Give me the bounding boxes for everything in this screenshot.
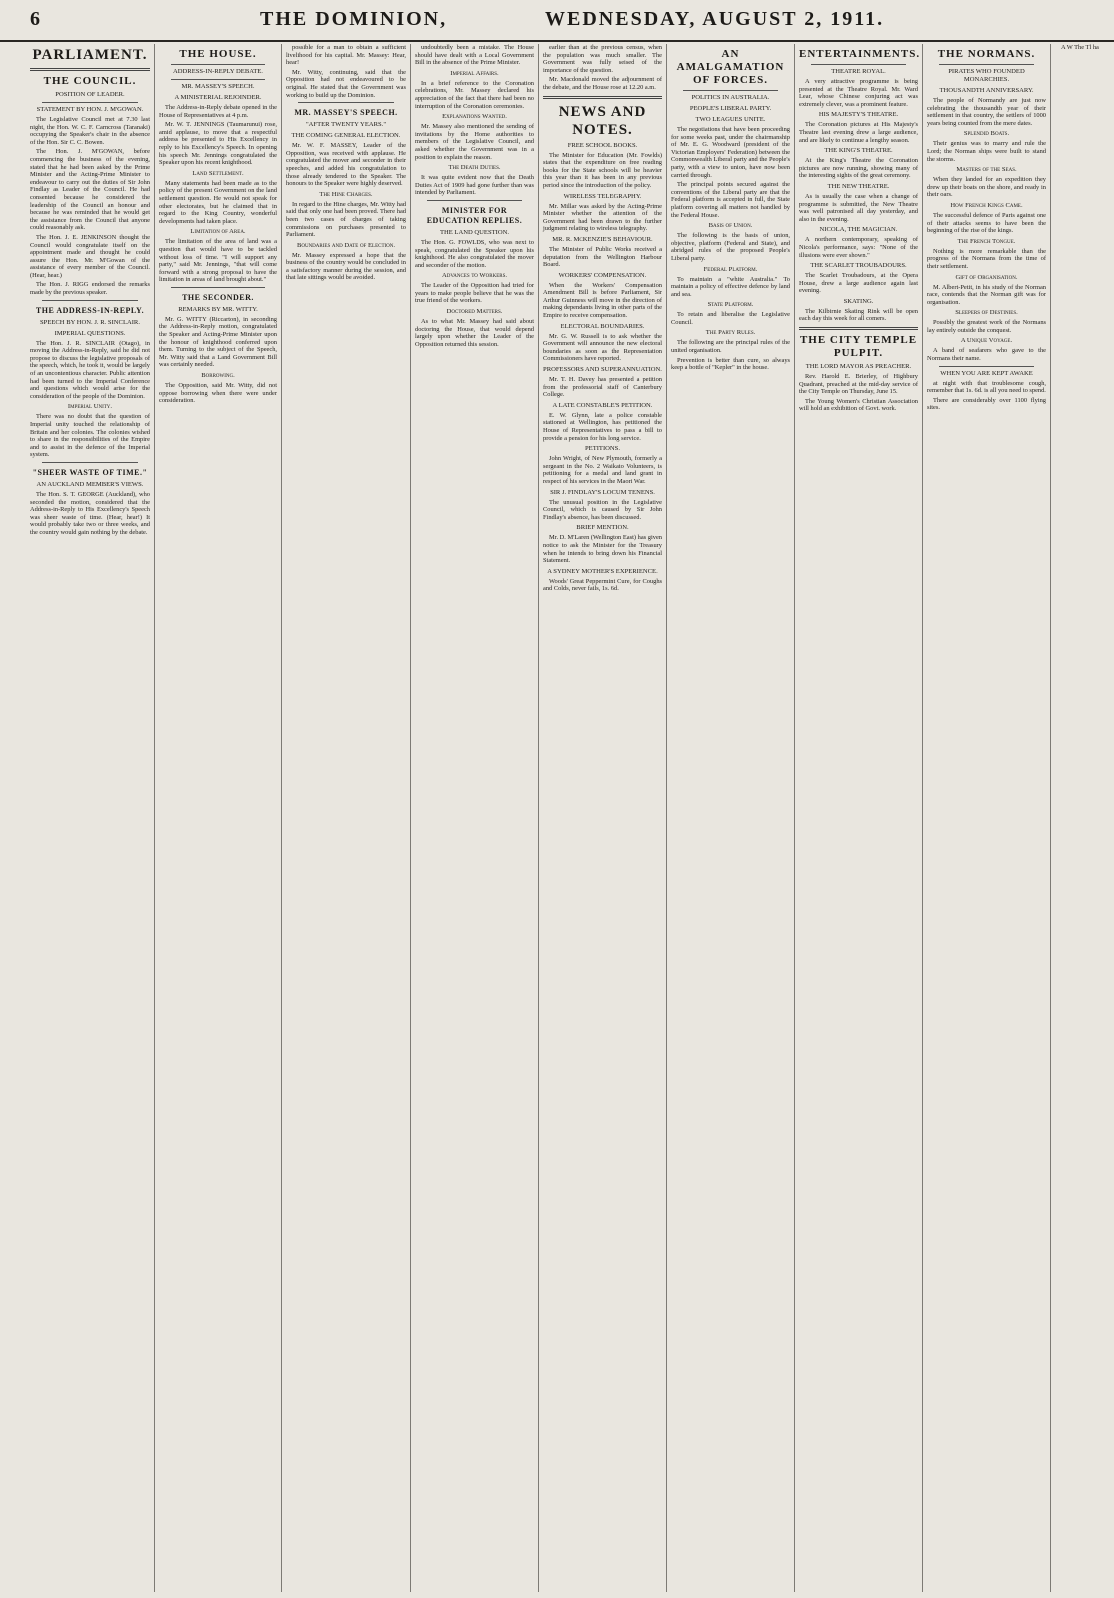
paragraph: The Hon. G. FOWLDS, who was next to speak, congratulated the Speaker upon his knighthood. He also congratulated the mover and seconder of the motion.	[415, 238, 534, 269]
paragraph: The Coronation pictures at His Majesty's Theatre last evening drew a large audience, and are likely to continue a lengthy season.	[799, 121, 918, 144]
paragraph: The Leader of the Opposition had tried for years to make people believe that he was the true friend of the workers.	[415, 282, 534, 305]
subhead: Doctored Matters.	[446, 308, 503, 316]
subhead: Explanations Wanted.	[442, 113, 507, 121]
paragraph: The principal points secured against the conventions of the Liberal party are that the Federal platform is accepted in full, the State platform covering all matters not handled by the Federal House.	[671, 181, 790, 219]
subhead: MR. MASSEY'S SPEECH.	[181, 83, 255, 90]
subhead: Boundaries and Date of Election.	[296, 241, 396, 249]
paragraph: The Young Women's Christian Association will hold an exhibition of Govt. work.	[799, 397, 918, 413]
section-heading: MR. MASSEY'S SPEECH.	[294, 108, 398, 118]
headline-amalgamation: AN AMALGAMATION OF FORCES.	[676, 48, 785, 86]
column-3	[281, 44, 410, 1592]
paragraph: undoubtedly been a mistake. The House should have dealt with a Local Government Bill in the absence of the Prime Minister.	[415, 44, 534, 67]
subhead: Federal Platform.	[703, 265, 758, 273]
subhead: Splendid Boats.	[963, 130, 1010, 138]
subhead: THE COMING GENERAL ELECTION.	[291, 132, 401, 140]
subhead: The Death Duties.	[448, 164, 501, 172]
paragraph: The Kilbirnie Skating Rink will be open each day this week for all comers.	[799, 307, 918, 323]
subhead: SIR J. FINDLAY'S LOCUM TENENS.	[550, 488, 655, 496]
paragraph: The Minister for Education (Mr. Fowlds) states that the expenditure on free reading books for the State schools will be heavier this year than it has been in any previous period since the introduction of the policy.	[543, 151, 662, 189]
paragraph: The negotiations that have been proceeding for some weeks past, under the chairmanship of Mr. E. G. Woodward (president of the Victorian Employers' Federation) between the Commonwealth Liberal party and the People's party, with a view to union, have now been carried through.	[671, 126, 790, 179]
subhead: WHEN YOU ARE KEPT AWAKE	[940, 369, 1033, 377]
subhead: A SYDNEY MOTHER'S EXPERIENCE.	[547, 567, 658, 575]
subhead: BRIEF MENTION.	[576, 524, 629, 532]
subhead: STATEMENT BY HON. J. M'GOWAN.	[36, 106, 144, 113]
column-8	[922, 44, 1050, 1592]
divider	[171, 64, 265, 65]
paragraph: At the King's Theatre the Coronation pictures are now running, showing many of the interesting sights of the great ceremony.	[799, 157, 918, 180]
subhead: THE LAND QUESTION.	[439, 228, 510, 236]
section-heading: MINISTER FOR EDUCATION REPLIES.	[426, 205, 523, 225]
subhead: SPEECH BY HON. J. R. SINCLAIR.	[40, 318, 140, 326]
headline-entertainments: ENTERTAINMENTS.	[799, 48, 921, 60]
divider	[42, 462, 138, 463]
subhead: The French Tongue.	[957, 237, 1016, 245]
paragraph: A northern contemporary, speaking of Nicola's performance, says: "None of the illusions were ever shown."	[799, 236, 918, 259]
paragraph: Mr. D. M'Laren (Wellington East) has given notice to ask the Minister for the Treasury when he intends to bring down his Financial Statement.	[543, 534, 662, 565]
column-7	[794, 44, 922, 1592]
paragraph: The following is the basis of union, objective, platform (Federal and State), and abridged rules of the proposed People's Liberal party.	[671, 232, 790, 262]
subhead: Borrowing.	[201, 372, 235, 380]
column-9	[1050, 44, 1114, 1592]
paragraph: Mr. W. T. JENNINGS (Taumarunui) rose, amid applause, to move that a respectful address be presented to His Excellency in reply to his Excellency's Speech. In opening his speech Mr. Jennings congratulated the Speaker upon his recent knighthood.	[159, 121, 277, 167]
paragraph: The successful defence of Paris against one of their attacks seems to have been the beginning of the rise of the kings.	[927, 211, 1046, 235]
paragraph: The Hon. J. R. SINCLAIR (Otago), in moving the Address-in-Reply, said he did not propose to discuss the legislative proposals of the speech, which, he took it, would be largely of an uncontentious character. Public attention had been turned to the Imperial Conference and questions which would arise for the consideration of the people of the Dominion.	[30, 339, 150, 400]
subhead: Advances to Workers.	[441, 272, 508, 280]
subhead: A Unique Voyage.	[960, 337, 1013, 345]
paragraph: Prevention is better than cure, so always keep a bottle of "Kepler" in the house.	[671, 356, 790, 372]
paragraph: The people of Normandy are just now celebrating the thousandth year of their settlement in that country, the settlers of 1000 years being counted from the mere dates.	[927, 97, 1046, 127]
paragraph: The Hon. J. M'GOWAN, before commencing the business of the evening, stated that he had been asked by the Prime Minister and the Acting-Prime Minister to endeavour to carry out the duties of Sir John Findlay as Leader of the Council. He had consented because he considered the leadership of the Council an honour and because he was reminded that he would get the assistance from the Council that anyone could reasonably ask.	[30, 148, 150, 232]
page-number: 6	[30, 8, 40, 30]
column-1	[26, 44, 154, 1592]
subhead: NICOLA, THE MAGICIAN.	[819, 226, 898, 234]
divider	[543, 96, 662, 99]
paragraph: Mr. Massey also mentioned the sending of invitations by the Home authorities to members of the Legislative Council, and asked whether the Government was in a position to explain the reason.	[415, 123, 534, 161]
paragraph: To maintain a "white Australia." To maintain a policy of effective defence by land and sea.	[671, 275, 790, 298]
subhead: POLITICS IN AUSTRALIA.	[691, 94, 770, 101]
subhead: REMARKS BY MR. WITTY.	[178, 305, 258, 313]
section-council: THE COUNCIL.	[43, 75, 137, 87]
subhead: State Platform.	[707, 301, 754, 309]
column-6	[666, 44, 794, 1592]
subhead: POSITION OF LEADER.	[55, 91, 125, 98]
paragraph: To retain and liberalise the Legislative Council.	[671, 311, 790, 326]
divider	[42, 300, 138, 301]
column-2	[154, 44, 281, 1592]
subhead: The Hine Charges.	[319, 190, 373, 198]
subhead: WIRELESS TELEGRAPHY.	[563, 192, 642, 200]
paragraph: The Hon. J. RIGG endorsed the remarks made by the previous speaker.	[30, 281, 150, 297]
section-house: THE HOUSE.	[179, 48, 257, 60]
subhead: THE NEW THEATRE.	[827, 182, 890, 190]
divider	[42, 102, 138, 103]
section-heading: THE ADDRESS-IN-REPLY.	[35, 305, 145, 315]
subhead: ELECTORAL BOUNDARIES.	[560, 322, 645, 330]
paragraph: Mr. G. WITTY (Riccarton), in seconding the Address-in-Reply motion, congratulated the Speaker and Acting-Prime Minister upon the honour of knighthood conferred upon them. Turning to the subject of the Speech, Mr. Witty said that a Land Government Bill was certainly needed.	[159, 315, 277, 369]
subhead: Imperial Affairs.	[450, 69, 499, 77]
paragraph: The limitation of the area of land was a question that would have to be tackled without loss of time. "I will support any party," said Mr. Jennings, "that will come forward with a strong proposal to have the limitation in areas of land brought about."	[159, 238, 277, 284]
paragraph: Mr. W. F. MASSEY, Leader of the Opposition, was received with applause. He congratulated the mover and seconder in their speeches, and added his congratulation to those already tendered to the Speaker. The honours to the Speaker were highly deserved.	[286, 142, 406, 188]
section-heading: THE SECONDER.	[182, 292, 254, 302]
subhead: Imperial Unity.	[67, 403, 113, 411]
paragraph: Mr. G. W. Russell is to ask whether the Government will announce the new electoral boundaries as soon as the Representation Commissioners have reported.	[543, 332, 662, 363]
subhead: SKATING.	[843, 297, 874, 305]
date-line: WEDNESDAY, AUGUST 2, 1911.	[545, 8, 885, 30]
divider	[298, 102, 394, 103]
subhead: A MINISTERIAL REJOINDER.	[174, 94, 262, 101]
paragraph: at night with that troublesome cough, remember that 1s. 6d. is all you need to spend.	[927, 379, 1046, 395]
divider	[171, 79, 265, 80]
paragraph: As is usually the case when a change of programme is submitted, the New Theatre was well patronised all day yesterday, and also in the evening.	[799, 192, 918, 223]
subhead: PETITIONS.	[585, 445, 620, 453]
paragraph: There was no doubt that the question of Imperial unity touched the relationship of Britain and her colonies. The colonies wished to share in the responsibilities of the Empire and to assist in the defence of the Imperial system.	[30, 413, 150, 459]
paragraph: The Minister of Public Works received a deputation from the Wellington Harbour Board.	[543, 245, 662, 269]
headline-news-notes: NEWS AND NOTES.	[558, 103, 647, 138]
subhead: THOUSANDTH ANNIVERSARY.	[939, 87, 1034, 94]
section-heading: "SHEER WASTE OF TIME."	[32, 467, 148, 477]
column-5	[538, 44, 666, 1592]
subhead: Basis of Union.	[708, 222, 753, 230]
paragraph: Possibly the greatest work of the Normans lay entirely outside the conquest.	[927, 319, 1046, 334]
subhead: Sleepers of Destinies.	[955, 309, 1018, 317]
headline-parliament: PARLIAMENT.	[32, 47, 148, 63]
subhead: ADDRESS-IN-REPLY DEBATE.	[173, 68, 263, 75]
subhead: THE SCARLET TROUBADOURS.	[810, 262, 907, 270]
subhead: PROFESSORS AND SUPERANNUATION.	[543, 366, 662, 374]
subhead: Land Settlement.	[192, 169, 244, 177]
divider	[171, 287, 265, 288]
subhead: PEOPLE'S LIBERAL PARTY.	[689, 105, 772, 112]
subhead: PIRATES WHO FOUNDED MONARCHIES.	[948, 68, 1025, 83]
divider	[683, 90, 778, 91]
paragraph: M. Albert-Petit, in his study of the Norman race, contends that the Norman gift was for organisation.	[927, 283, 1046, 306]
paragraph: In a brief reference to the Coronation celebrations, Mr. Massey declared his appreciation of the fact that there had been no interruption of the Coronation ceremonies.	[415, 79, 534, 110]
paragraph: The Hon. J. E. JENKINSON thought the Council would congratulate itself on the appointment made and thought he could assure the Hon. Mr. M'Gowan of the assistance of every member of the Council. (Hear, hear.)	[30, 233, 150, 279]
paragraph: E. W. Glynn, late a police constable stationed at Wellington, has petitioned the House of Representatives to pass a bill to provide a pension for his long service.	[543, 411, 662, 442]
paragraph: The Legislative Council met at 7.30 last night, the Hon. W. C. F. Carncross (Taranaki) occupying the Speaker's chair in the absence of the Hon. Sir C. C. Bowen.	[30, 116, 150, 146]
paragraph: Their genius was to marry and rule the Lord; the Norman ships were built to stand the storms.	[927, 140, 1046, 163]
paragraph: Mr. Millar was asked by the Acting-Prime Minister whether the attention of the Government had been drawn to the further judgment relating to wireless telegraphy.	[543, 202, 662, 233]
subhead: Gift of Organisation.	[955, 273, 1018, 281]
subhead: A LATE CONSTABLE'S PETITION.	[552, 401, 653, 409]
divider	[939, 366, 1034, 367]
paper-name: THE DOMINION,	[260, 8, 448, 30]
subhead: "AFTER TWENTY YEARS."	[305, 121, 387, 129]
paragraph: Many statements had been made as to the policy of the present Government on the land settlement question. He would not speak for other electorates, but he claimed that in regard to the King Country, wonderful developments had taken place.	[159, 179, 277, 225]
paragraph: As to what Mr. Massey had said about doctoring the House, that would depend largely upon whether the Leader of the Opposition returned this session.	[415, 318, 534, 348]
paragraph: A very attractive programme is being presented at the Theatre Royal. Mr. Ward Lear, whose Chinese conjuring act was extremely clever, was a prominent feature.	[799, 78, 918, 108]
subhead: TWO LEAGUES UNITE.	[695, 116, 766, 123]
paragraph: earlier than at the previous census, when the population was much smaller. The Government was fully seised of the importance of the question.	[543, 44, 662, 74]
paragraph: The Scarlet Troubadours, at the Opera House, drew a large audience again last evening.	[799, 272, 918, 295]
paragraph: In regard to the Hine charges, Mr. Witty had said that only one had been proved. There had been two cases of charges of taking commissions on purchases presented to Parliament.	[286, 200, 406, 239]
divider	[811, 64, 906, 65]
paragraph: Mr. Massey expressed a hope that the business of the country would be concluded in a satisfactory manner during the session, and that late sittings would be avoided.	[286, 251, 406, 282]
subhead: WORKERS' COMPENSATION.	[558, 271, 647, 279]
subhead: MR. R. McKENZIE'S BEHAVIOUR.	[552, 235, 653, 243]
subhead: Masters of the Seas.	[956, 166, 1017, 174]
paragraph: There are considerably over 1100 flying sites.	[927, 396, 1046, 412]
paragraph: Mr. Macdonald moved the adjournment of the debate, and the House rose at 12.20 a.m.	[543, 76, 662, 91]
subhead: FREE SCHOOL BOOKS.	[567, 141, 638, 149]
paragraph: Woods' Great Peppermint Cure, for Coughs and Colds, never fails, 1s. 6d.	[543, 577, 662, 593]
column-4	[410, 44, 538, 1592]
subhead: THEATRE ROYAL.	[831, 68, 886, 75]
divider	[799, 327, 918, 330]
paragraph: Mr. Witty, continuing, said that the Opposition had not endeavoured to be original. He stated that the Government was working to build up the Dominion.	[286, 68, 406, 99]
divider	[939, 64, 1034, 65]
paragraph: The unusual position in the Legislative Council, which is caused by Sir John Findlay's absence, has been discussed.	[543, 498, 662, 521]
paragraph: The Opposition, said Mr. Witty, did not oppose borrowing when there were under consideration.	[159, 382, 277, 405]
subhead: Limitation of Area.	[190, 228, 246, 236]
subhead: AN AUCKLAND MEMBER'S VIEWS.	[36, 480, 144, 488]
subhead: THE KING'S THEATRE.	[824, 147, 893, 155]
paragraph: possible for a man to obtain a sufficient livelihood for his capital. Mr. Massey: Hear, hear!	[286, 44, 406, 67]
paragraph: A W The Tl ha	[1061, 44, 1099, 51]
subhead: How French Kings Came.	[950, 201, 1023, 209]
headline-normans: THE NORMANS.	[937, 48, 1036, 60]
subhead: HIS MAJESTY'S THEATRE.	[818, 111, 899, 119]
paragraph: A band of seafarers who gave to the Normans their name.	[927, 347, 1046, 363]
divider	[30, 68, 150, 71]
paragraph: Mr. T. H. Davey has presented a petition from the professorial staff of Canterbury College.	[543, 376, 662, 399]
headline-city-temple: THE CITY TEMPLE PULPIT.	[799, 334, 918, 360]
paragraph: When they landed for an expedition they drew up their boats on the shore, and ready in their oars.	[927, 176, 1046, 199]
paragraph: The following are the principal rules of the united organisation.	[671, 339, 790, 355]
subhead: The Party Rules.	[705, 329, 756, 337]
subhead: THE LORD MAYOR AS PREACHER.	[805, 363, 912, 371]
paragraph: It was quite evident now that the Death Duties Act of 1909 had gone further than was intended by Parliament.	[415, 174, 534, 197]
masthead	[0, 0, 1114, 42]
subhead: IMPERIAL QUESTIONS.	[54, 329, 126, 337]
paragraph: John Wright, of New Plymouth, formerly a sergeant in the No. 2 Waikato Volunteers, is petitioning for a medal and land grant in respect of his services in the Maori War.	[543, 455, 662, 485]
divider	[427, 200, 522, 201]
paragraph: Rev. Harold E. Brierley, of Highbury Quadrant, preached at the mid-day service of the City Temple on Thursday, June 15.	[799, 373, 918, 396]
paragraph: The Address-in-Reply debate opened in the House of Representatives at 4 p.m.	[159, 104, 277, 119]
paragraph: Nothing is more remarkable than the progress of the Normans from the time of their settlement.	[927, 247, 1046, 270]
paragraph: The Hon. S. T. GEORGE (Auckland), who seconded the motion, considered that the Address-in-Reply to His Excellency's Speech was sheer waste of time. (Hear, hear!) It would probably take two or three weeks, and the country would gain nothing by the debate.	[30, 490, 150, 536]
paragraph: When the Workers' Compensation Amendment Bill is before Parliament, Sir Arthur Guinness will move in the direction of making dependants living in other parts of the Empire to receive compensation.	[543, 281, 662, 320]
